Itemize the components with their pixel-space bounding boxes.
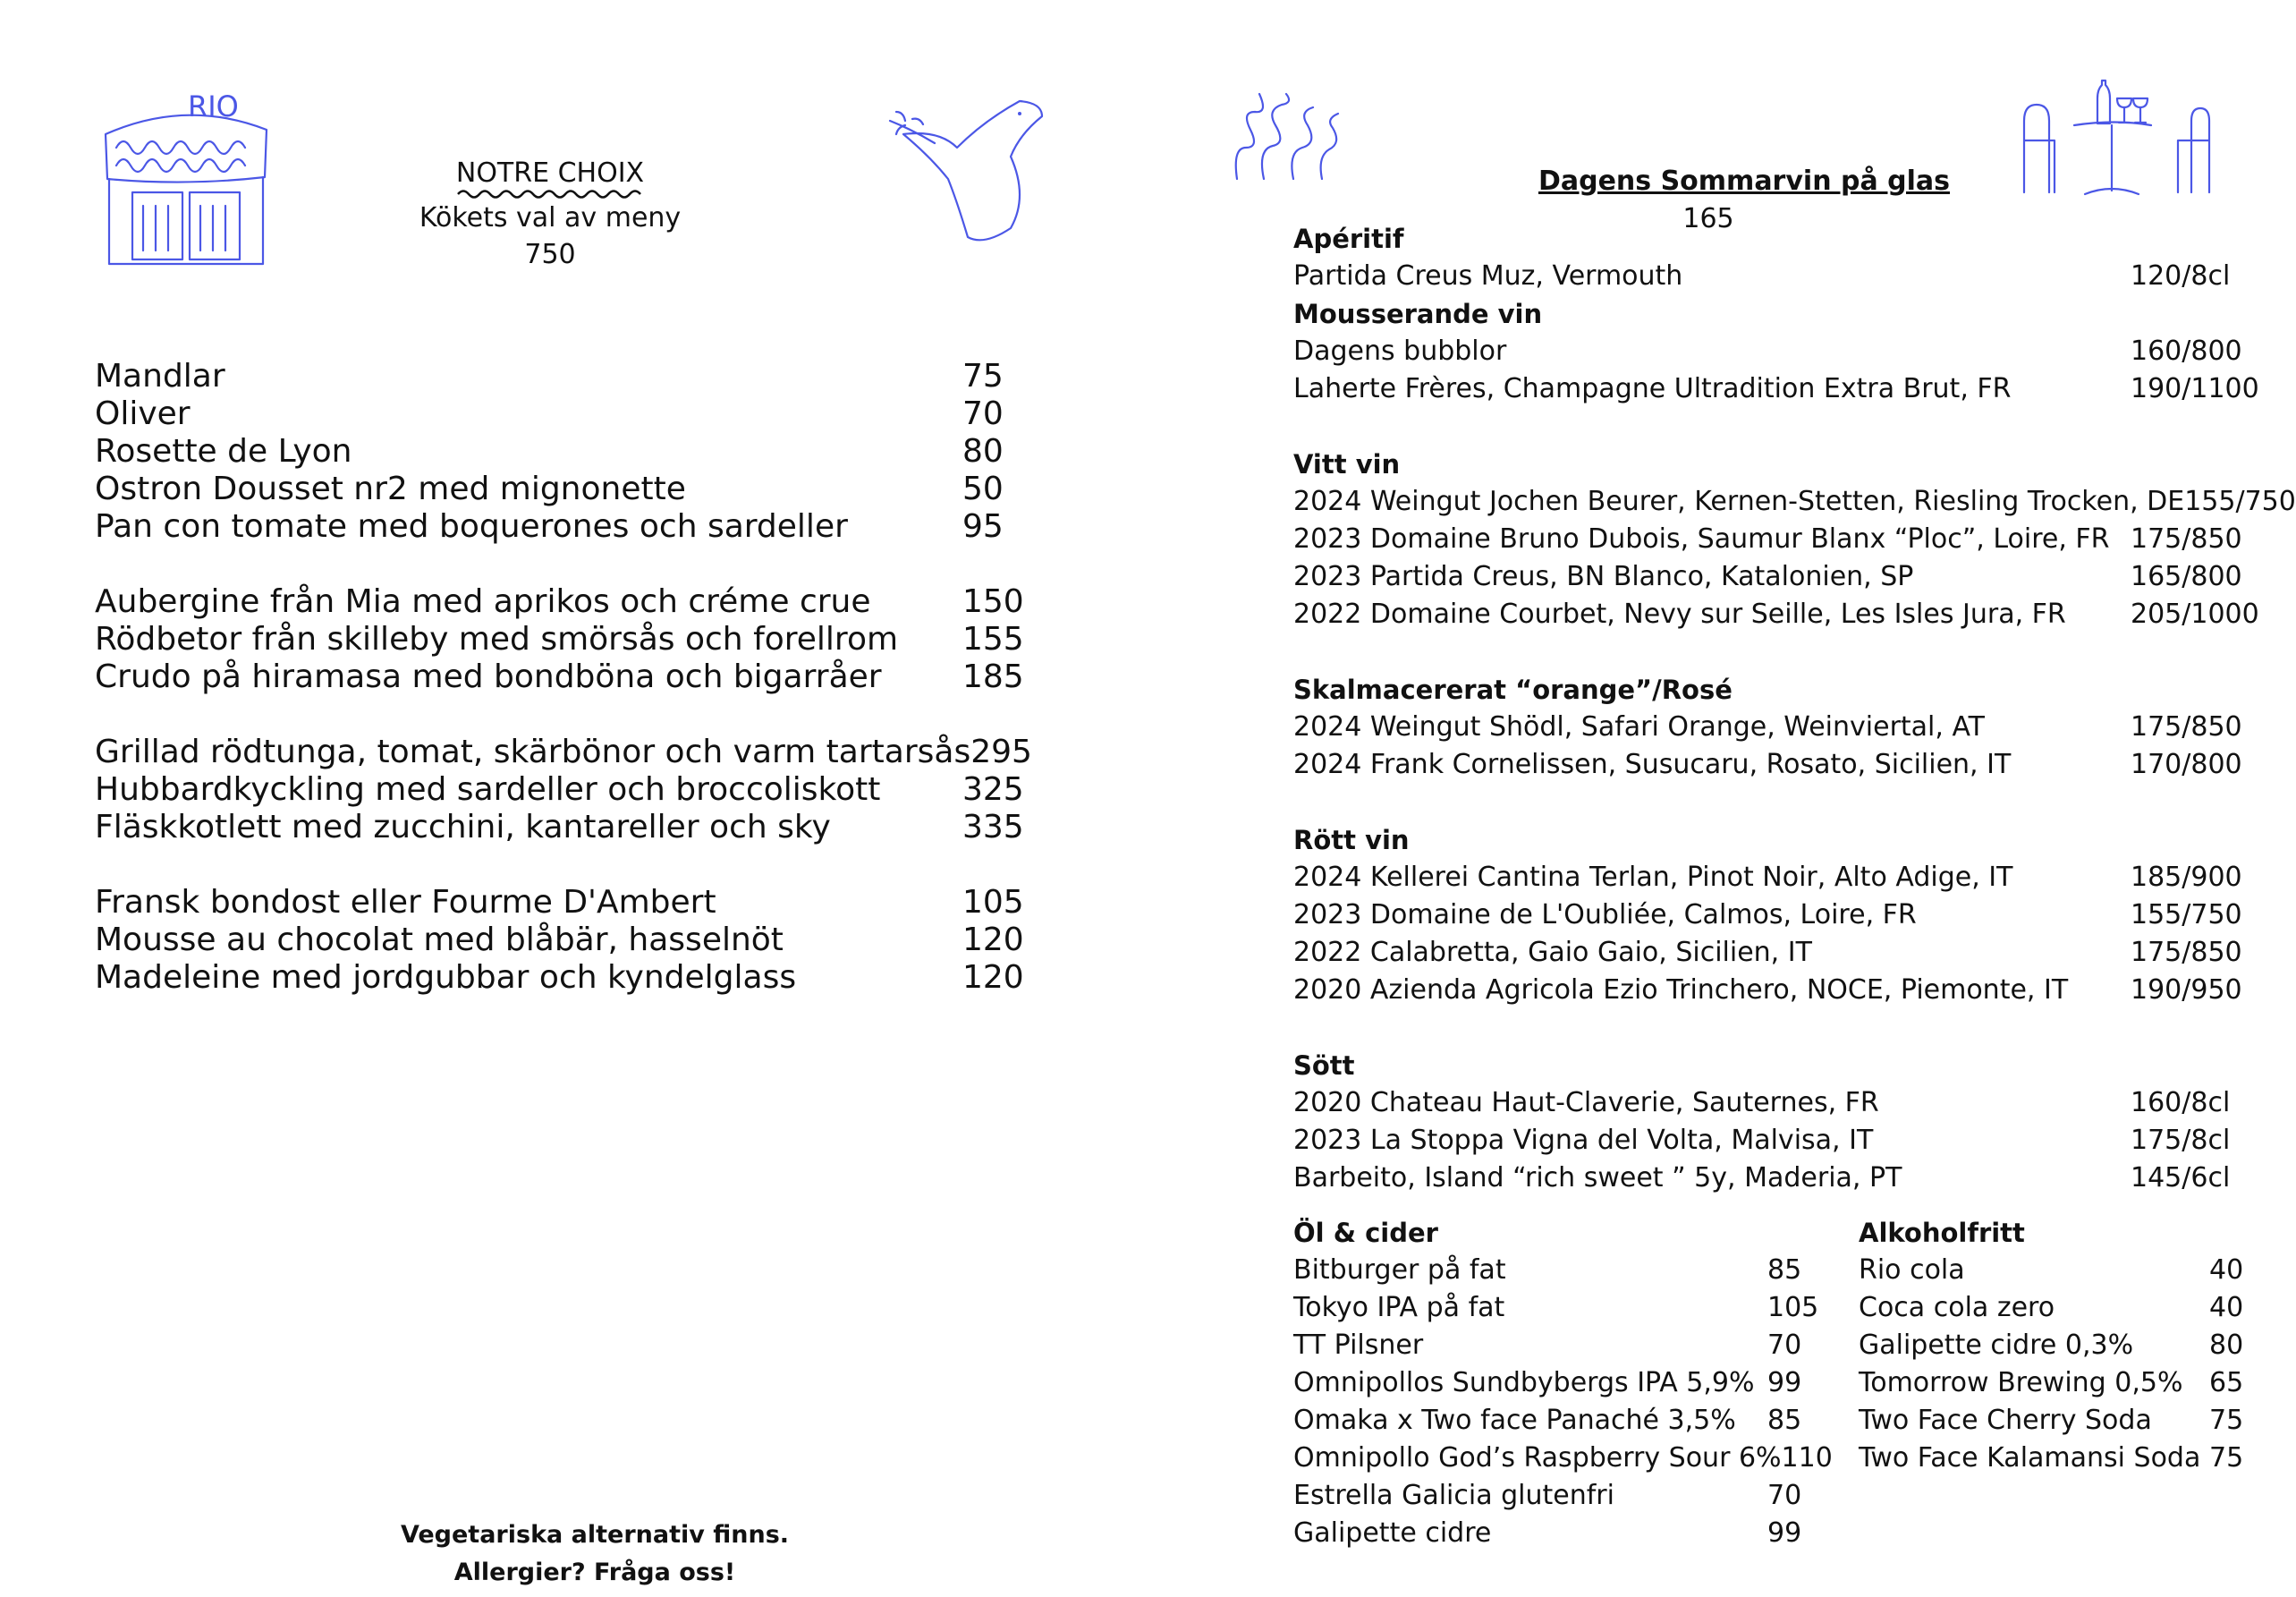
- notre-choix-price: 750: [524, 239, 576, 270]
- wine-price: 190/1100: [2131, 373, 2259, 404]
- wine-price: 160/8cl: [2131, 1087, 2231, 1118]
- beer-item: [1293, 1440, 1833, 1477]
- beer-item: [1293, 1252, 1821, 1289]
- beer-price: 70: [1767, 1480, 1802, 1511]
- wine-name: 2020 Azienda Agricola Ezio Trinchero, NOCE, Piemonte, IT: [1293, 974, 2069, 1006]
- food-item-price: 70: [962, 395, 1004, 432]
- soft-drink-price: 40: [2209, 1254, 2244, 1286]
- food-item-price: 335: [962, 809, 1024, 845]
- wine-section-red: [1293, 821, 2256, 1009]
- soft-drink-price: 40: [2209, 1292, 2244, 1323]
- wine-item: [1293, 1084, 2256, 1122]
- food-item: [95, 471, 1043, 508]
- food-item-name: Madeleine med jordgubbar och kyndelglass: [95, 959, 797, 996]
- notre-choix-subtitle: Kökets val av meny: [419, 202, 682, 234]
- wine-name: 2023 Domaine Bruno Dubois, Saumur Blanx “Ploc”, Loire, FR: [1293, 523, 2110, 555]
- food-item: [95, 658, 1043, 696]
- food-item: [95, 884, 1043, 922]
- soft-drink-item: [1859, 1289, 2252, 1327]
- wine-item: [1293, 483, 2296, 521]
- wine-name: 2023 La Stoppa Vigna del Volta, Malvisa, IT: [1293, 1125, 1874, 1156]
- summer-wine-title: Dagens Sommarvin på glas: [1538, 166, 1951, 197]
- food-item-name: Crudo på hiramasa med bondböna och bigarråer: [95, 658, 882, 695]
- beer-price: 85: [1767, 1405, 1802, 1436]
- wine-price: 205/1000: [2131, 599, 2259, 630]
- soft-drink-name: Rio cola: [1859, 1254, 1965, 1286]
- soft-drink-price: 75: [2209, 1405, 2244, 1436]
- allergy-question: Allergier? Fråga oss!: [453, 1559, 736, 1586]
- section-title: Vitt vin: [1293, 449, 1401, 480]
- wine-item: [1293, 746, 2256, 784]
- beer-item: [1293, 1289, 1821, 1327]
- wine-name: 2024 Frank Cornelissen, Susucaru, Rosato, Sicilien, IT: [1293, 749, 2012, 780]
- wine-item: [1293, 972, 2256, 1009]
- wine-item: [1293, 859, 2256, 896]
- wine-price: 175/850: [2131, 711, 2242, 743]
- food-item: [95, 621, 1043, 658]
- food-item: [95, 734, 1043, 771]
- section-title: Apéritif: [1293, 224, 1404, 254]
- beer-name: Tokyo IPA på fat: [1293, 1292, 1505, 1323]
- wine-item: [1293, 258, 2256, 295]
- food-item-price: 150: [962, 583, 1024, 620]
- food-item-name: Fläskkotlett med zucchini, kantareller och sky: [95, 809, 831, 845]
- soft-drink-name: Two Face Kalamansi Soda: [1859, 1442, 2201, 1474]
- wine-item: [1293, 596, 2259, 633]
- food-item-name: Oliver: [95, 395, 191, 432]
- dove-illustration: [885, 94, 1046, 251]
- wine-item: [1293, 558, 2256, 596]
- beer-price: 99: [1767, 1367, 1802, 1398]
- food-item-name: Mousse au chocolat med blåbär, hasselnöt: [95, 922, 784, 958]
- wine-item: [1293, 709, 2256, 746]
- beer-item: [1293, 1327, 1821, 1364]
- wine-item: [1293, 370, 2259, 408]
- wine-section-white: [1293, 446, 2296, 633]
- soft-drink-price: 75: [2209, 1442, 2244, 1474]
- food-item-price: 295: [970, 734, 1032, 770]
- wine-price: 145/6cl: [2131, 1162, 2231, 1194]
- notre-choix-header: [394, 157, 707, 274]
- food-item: [95, 771, 1043, 809]
- wine-item: [1293, 934, 2256, 972]
- wine-item: [1293, 333, 2256, 370]
- beer-name: Omnipollos Sundbybergs IPA 5,9%: [1293, 1367, 1755, 1398]
- food-item-name: Fransk bondost eller Fourme D'Ambert: [95, 884, 716, 921]
- wine-name: 2020 Chateau Haut-Claverie, Sauternes, FR: [1293, 1087, 1879, 1118]
- beer-price: 70: [1767, 1329, 1802, 1361]
- food-item-price: 75: [962, 358, 1004, 395]
- section-title: Rött vin: [1293, 825, 1410, 855]
- food-menu: [95, 358, 1043, 1034]
- food-group-desserts: [95, 884, 1043, 997]
- wine-price: 155/750: [2131, 899, 2242, 930]
- wine-name: 2022 Calabretta, Gaio Gaio, Sicilien, IT: [1293, 937, 1812, 968]
- wine-name: 2024 Kellerei Cantina Terlan, Pinot Noir, Alto Adige, IT: [1293, 862, 2013, 893]
- soft-drink-item: [1859, 1402, 2252, 1440]
- wine-item: [1293, 896, 2256, 934]
- vegetarian-note: Vegetariska alternativ finns.: [400, 1521, 790, 1549]
- wine-section-orange-rose: [1293, 671, 2256, 784]
- wine-section-sparkling: [1293, 295, 2259, 408]
- wine-item: [1293, 521, 2256, 558]
- wine-price: 190/950: [2131, 974, 2242, 1006]
- beer-name: Bitburger på fat: [1293, 1254, 1506, 1286]
- wine-price: 175/850: [2131, 937, 2242, 968]
- food-item-name: Hubbardkyckling med sardeller och broccoliskott: [95, 771, 881, 808]
- beer-name: Omaka x Two face Panaché 3,5%: [1293, 1405, 1736, 1436]
- beer-item: [1293, 1402, 1821, 1440]
- food-item: [95, 433, 1043, 471]
- food-item-name: Rosette de Lyon: [95, 433, 352, 470]
- non-alcoholic-list: [1859, 1214, 2252, 1477]
- wave-lines-illustration: [1233, 94, 1349, 188]
- beer-item: [1293, 1364, 1821, 1402]
- wine-price: 170/800: [2131, 749, 2242, 780]
- beer-item: [1293, 1477, 1821, 1515]
- summer-wine-price: 165: [1682, 203, 1734, 234]
- food-item-price: 120: [962, 959, 1024, 996]
- food-group-mains: [95, 734, 1043, 846]
- soft-drink-name: Tomorrow Brewing 0,5%: [1859, 1367, 2183, 1398]
- rio-storefront-illustration: [97, 81, 275, 273]
- food-item-name: Mandlar: [95, 358, 225, 395]
- wine-price: 165/800: [2131, 561, 2242, 592]
- allergy-note: [394, 1516, 796, 1592]
- wine-price: 175/850: [2131, 523, 2242, 555]
- bistro-table-illustration: [2017, 76, 2218, 197]
- food-item-price: 50: [962, 471, 1004, 507]
- food-item: [95, 583, 1043, 621]
- food-group-snacks: [95, 358, 1043, 546]
- soft-drink-item: [1859, 1252, 2252, 1289]
- food-item-price: 325: [962, 771, 1024, 808]
- food-item-price: 95: [962, 508, 1004, 545]
- food-item-price: 80: [962, 433, 1004, 470]
- notre-choix-title: NOTRE CHOIX: [455, 157, 645, 189]
- food-item-price: 120: [962, 922, 1024, 958]
- wine-name: 2023 Partida Creus, BN Blanco, Katalonien, SP: [1293, 561, 1914, 592]
- beer-cider-list: [1293, 1214, 1833, 1552]
- beer-price: 99: [1767, 1517, 1802, 1549]
- food-item: [95, 922, 1043, 959]
- wine-price: 185/900: [2131, 862, 2242, 893]
- food-item-name: Grillad rödtunga, tomat, skärbönor och varm tartarsås: [95, 734, 971, 770]
- soft-drink-name: Galipette cidre 0,3%: [1859, 1329, 2134, 1361]
- soft-drink-item: [1859, 1327, 2252, 1364]
- wine-name: 2023 Domaine de L'Oubliée, Calmos, Loire, FR: [1293, 899, 1917, 930]
- soft-drink-item: [1859, 1364, 2252, 1402]
- food-group-starters: [95, 583, 1043, 696]
- beer-name: Estrella Galicia glutenfri: [1293, 1480, 1614, 1511]
- soft-drink-name: Two Face Cherry Soda: [1859, 1405, 2152, 1436]
- rio-sign-text: RIO: [188, 89, 239, 123]
- food-item: [95, 809, 1043, 846]
- beer-item: [1293, 1515, 1821, 1552]
- food-item: [95, 395, 1043, 433]
- beer-name: TT Pilsner: [1293, 1329, 1424, 1361]
- wine-list: [1293, 220, 2296, 1197]
- beer-price: 85: [1767, 1254, 1802, 1286]
- beer-price: 105: [1767, 1292, 1819, 1323]
- wine-name: 2022 Domaine Courbet, Nevy sur Seille, Les Isles Jura, FR: [1293, 599, 2066, 630]
- beer-name: Galipette cidre: [1293, 1517, 1492, 1549]
- soft-drink-price: 65: [2209, 1367, 2244, 1398]
- wine-item: [1293, 1160, 2256, 1197]
- wine-price: 160/800: [2131, 336, 2242, 367]
- food-item-name: Rödbetor från skilleby med smörsås och forellrom: [95, 621, 899, 658]
- wine-price: 175/8cl: [2131, 1125, 2231, 1156]
- wine-section-sweet: [1293, 1047, 2256, 1197]
- beer-name: Omnipollo God’s Raspberry Sour 6%: [1293, 1442, 1782, 1474]
- wine-name: Laherte Frères, Champagne Ultradition Extra Brut, FR: [1293, 373, 2012, 404]
- wine-section-aperitif: [1293, 220, 2256, 295]
- food-item-price: 105: [962, 884, 1024, 921]
- non-alcoholic-title: Alkoholfritt: [1859, 1218, 2025, 1248]
- soft-drink-price: 80: [2209, 1329, 2244, 1361]
- wine-name: 2024 Weingut Jochen Beurer, Kernen-Stetten, Riesling Trocken, DE: [1293, 486, 2185, 517]
- soft-drink-item: [1859, 1440, 2252, 1477]
- wine-price: 155/750: [2184, 486, 2296, 517]
- food-item-name: Aubergine från Mia med aprikos och créme crue: [95, 583, 871, 620]
- beer-price: 110: [1781, 1442, 1833, 1474]
- food-item-price: 155: [962, 621, 1024, 658]
- food-item-price: 185: [962, 658, 1024, 695]
- section-title: Skalmacererat “orange”/Rosé: [1293, 675, 1733, 705]
- wine-name: Barbeito, Island “rich sweet ” 5y, Maderia, PT: [1293, 1162, 1902, 1194]
- beer-cider-title: Öl & cider: [1293, 1218, 1438, 1248]
- soft-drink-name: Coca cola zero: [1859, 1292, 2055, 1323]
- wine-name: Dagens bubblor: [1293, 336, 1507, 367]
- wine-price: 120/8cl: [2131, 260, 2231, 292]
- wine-name: Partida Creus Muz, Vermouth: [1293, 260, 1683, 292]
- food-item: [95, 358, 1043, 395]
- section-title: Mousserande vin: [1293, 299, 1543, 329]
- section-title: Sött: [1293, 1050, 1355, 1081]
- food-item-name: Pan con tomate med boquerones och sardeller: [95, 508, 848, 545]
- food-item: [95, 508, 1043, 546]
- wine-name: 2024 Weingut Shödl, Safari Orange, Weinviertal, AT: [1293, 711, 1985, 743]
- food-item-name: Ostron Dousset nr2 med mignonette: [95, 471, 686, 507]
- wine-item: [1293, 1122, 2256, 1160]
- food-item: [95, 959, 1043, 997]
